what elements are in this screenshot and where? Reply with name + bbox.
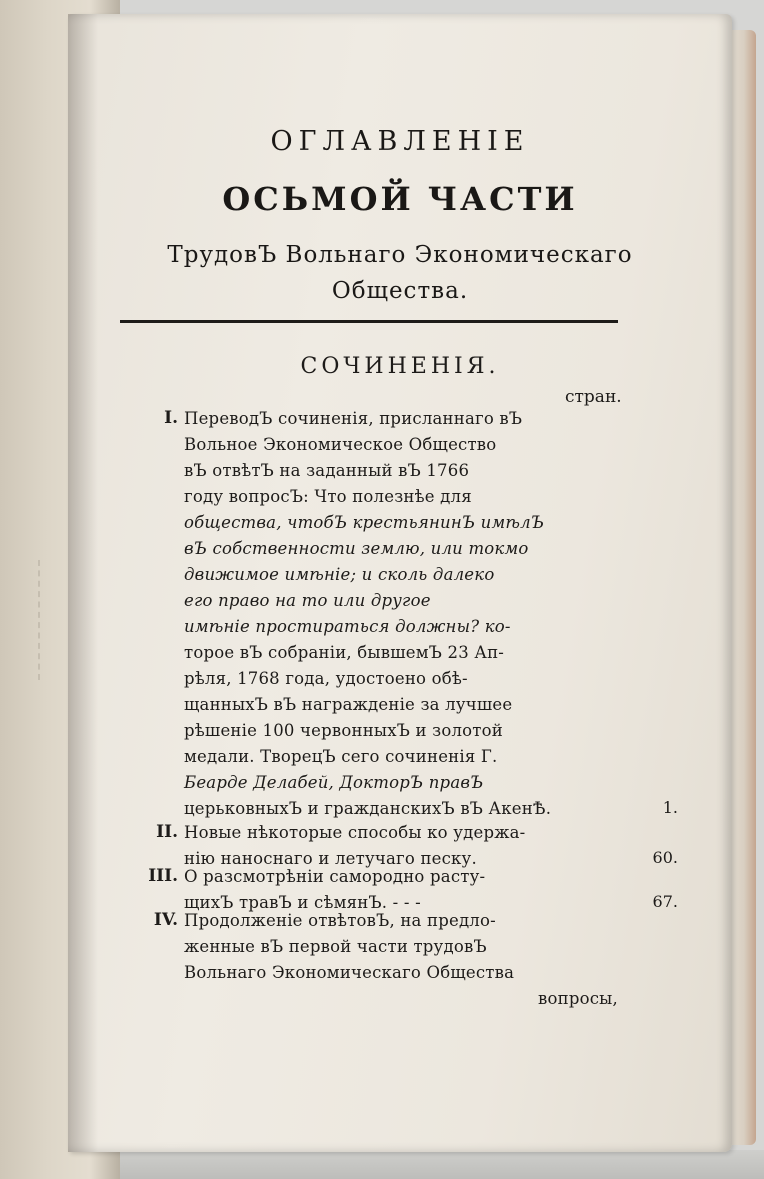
divider-rule — [120, 320, 618, 323]
entry-line: ПереводЪ сочиненія, присланнаго вЪ — [184, 409, 523, 428]
page-column-label: стран. — [565, 387, 622, 407]
entry-line: имѣніе простираться должны? ко- — [184, 617, 511, 636]
entry-line: движимое имѣніе; и сколь далеко — [184, 565, 495, 584]
entry-line: О разсмотрѣніи самородно расту- — [184, 867, 486, 886]
entry-line: Беарде Делабей, ДокторЪ правЪ — [184, 773, 484, 792]
entry-line: вЪ отвѣтЪ на заданный вЪ 1766 — [184, 461, 470, 480]
entry-line: Вольное Экономическое Общество — [184, 435, 497, 454]
entry-line: Продолженіе отвѣтовЪ, на предло- — [184, 911, 496, 930]
entry-page-number: 1. — [662, 798, 678, 817]
entry-page-number: 67. — [652, 892, 678, 911]
entry-line: Вольнаго Экономическаго Общества — [184, 963, 515, 982]
entry-line: Новые нѣкоторые способы ко удержа- — [184, 823, 526, 842]
title-works-line: ТрудовЪ Вольнаго Экономическаго — [167, 242, 633, 268]
entry-trailing-text: вопросы, — [538, 989, 618, 1008]
title-contents: ОГЛАВЛЕНІЕ — [270, 126, 530, 157]
entry-number: IV. — [153, 910, 178, 930]
title-society-line: Общества. — [331, 278, 469, 304]
book-page — [68, 14, 732, 1152]
section-title: СОЧИНЕНІЯ. — [300, 354, 500, 379]
entry-line: щихЪ травЪ и сѣмянЪ. - - - — [184, 893, 421, 912]
entry-page-number: 60. — [652, 848, 678, 867]
entry-number: I. — [164, 408, 178, 428]
entry-line: вЪ собственности землю, или токмо — [184, 539, 529, 558]
entry-line: торое вЪ собраніи, бывшемЪ 23 Ап- — [184, 643, 505, 662]
entry-number: III. — [148, 866, 178, 886]
entry-line: щанныхЪ вЪ награжденіе за лучшее — [184, 695, 513, 714]
entry-line: женные вЪ первой части трудовЪ — [184, 937, 487, 956]
entry-line: его право на то или другое — [184, 591, 431, 610]
entry-line: общества, чтобЪ крестьянинЪ имѣлЪ — [184, 513, 545, 532]
entry-line: нію наноснаго и летучаго песку. — [184, 849, 477, 868]
entry-line: рѣля, 1768 года, удостоено обѣ- — [184, 669, 468, 688]
title-eighth-part: ОСЬМОЙ ЧАСТИ — [222, 180, 578, 218]
entry-line: медали. ТворецЪ сего сочиненія Г. — [184, 747, 498, 766]
entry-number: II. — [156, 822, 178, 842]
entry-line: году вопросЪ: Что полезнѣе для — [184, 487, 472, 506]
entry-line: рѣшеніе 100 червонныхЪ и золотой — [184, 721, 503, 740]
entry-line: церьковныхЪ и гражданскихЪ вЪ АкенѢ. — [184, 799, 552, 818]
